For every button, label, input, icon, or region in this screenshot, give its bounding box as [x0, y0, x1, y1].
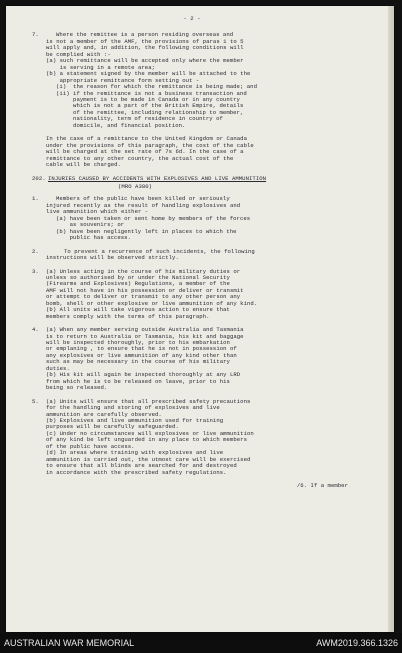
text-line: Members of the public have been killed or seriously [56, 195, 230, 203]
text-line: (b) Explosives and live ammunition used for training [46, 417, 224, 425]
text-line: (d) In areas where training with explosives and live [46, 449, 224, 457]
text-line: or attempt to deliver or transmit to any other person any [46, 293, 241, 301]
text-line: is serving in a remote area; [46, 63, 156, 71]
text-line: (Firearms and Explosives) Regulations, a member of the [46, 280, 230, 288]
paragraph-number: 1. [32, 195, 39, 203]
text-line: duties. [46, 364, 70, 372]
text-line: or emplaning , to ensure that he is not in possession of [46, 345, 237, 353]
text-line: (a) have been taken or sent home by members of the forces [56, 214, 251, 222]
text-line: members comply with the terms of this paragraph. [46, 312, 210, 320]
text-line: remittance to any other country, the actual cost of the [46, 154, 234, 162]
text-line: (c) Under no circumstances will explosives or live ammunition [46, 429, 254, 437]
text-line: appropriate remittance form setting out - [46, 76, 200, 84]
section-heading [32, 176, 352, 182]
text-line: will apply and, in addition, the following conditions will [46, 44, 244, 52]
text-line: cable will be charged. [46, 161, 121, 169]
text-line: of the public have access. [46, 442, 135, 450]
text-line: to ensure that all blinds are searched for and destroyed [46, 462, 237, 470]
catchword: /6. If a member [296, 482, 348, 490]
paragraph-3 [32, 269, 352, 321]
text-line: unless so authorised by or under the National Security [46, 273, 230, 281]
text-line: public has access. [56, 234, 131, 242]
text-line: Where the remittee is a person residing overseas and [56, 31, 234, 39]
text-line: injured recently as the result of handling explosives and [46, 201, 241, 209]
text-line: purposes will be carefully safeguarded. [46, 423, 179, 431]
text-line: is not a member of the AMF, the provisions of paras 1 to 5 [46, 37, 244, 45]
paragraph-1 [32, 196, 352, 241]
text-line: will be charged at the set rate of 7s 6d. In the case of a [46, 148, 244, 156]
text-line: (a) such remittance will be accepted only where the member [46, 57, 244, 65]
text-line: being so released. [46, 384, 108, 392]
text-line: bomb, shell or other explosive or live ammunition of any kind. [46, 299, 258, 307]
accession-number: AWM2019.366.1326 [316, 638, 398, 648]
paragraph-number: 4. [32, 326, 39, 334]
text-line: (a) Units will ensure that all prescribed safety precautions [46, 397, 251, 405]
text-line: any explosives or live ammunition of any kind other than [46, 351, 237, 359]
archive-footer [0, 633, 402, 653]
institution-name: AUSTRALIAN WAR MEMORIAL [4, 638, 135, 648]
section-reference: (MRO A380) [118, 182, 153, 190]
paragraph-number: 3. [32, 267, 39, 275]
section-number: 202. [32, 174, 46, 182]
document-text [32, 16, 352, 490]
text-line: (b) have been negligently left in places to which the [56, 227, 237, 235]
text-line: To prevent a recurrence of such incidents, the following [64, 247, 255, 255]
text-line: payment is to be made in Canada or in any country [56, 95, 240, 103]
text-line: nationality, term of residence in country of [56, 115, 223, 123]
text-line: live ammunition which either - [46, 208, 149, 216]
text-line: (i) the reason for which the remittance is being made; and [56, 83, 258, 91]
text-line: AMF will not have in his possession or deliver or transmit [46, 286, 244, 294]
text-line: (b) His kit will again be inspected thoroughly at any LRD [46, 371, 241, 379]
text-line: ammunition is carried out, the utmost care will be exercised [46, 455, 251, 463]
text-line: under the provisions of this paragraph, the cost of the cable [46, 141, 254, 149]
text-line: (b) a statement signed by the member will be attached to the [46, 70, 251, 78]
paragraph-5 [32, 399, 352, 476]
text-line: be complied with :- [46, 50, 111, 58]
text-line: (a) When any member serving outside Australia and Tasmania [46, 326, 244, 334]
text-line: will be inspected thoroughly, prior to his embarkation [46, 339, 230, 347]
text-line: such as may be necessary in the course of his military [46, 358, 230, 366]
text-line: (ii) if the remittance is not a business transaction and [56, 89, 247, 97]
text-line: (b) All units will take vigorous action to ensure that [46, 306, 230, 314]
text-line: (a) Unless acting in the course of his military duties or [46, 267, 241, 275]
text-line: of any kind be left unguarded in any place to which members [46, 436, 248, 444]
paragraph-number: 2. [32, 247, 39, 255]
text-line: for the handling and storing of explosives and live [46, 404, 220, 412]
document-page [6, 6, 394, 632]
paragraph-7 [32, 32, 352, 168]
paragraph-4 [32, 327, 352, 392]
page-edge-shadow [388, 6, 394, 632]
text-line: instructions will be observed strictly. [46, 254, 179, 262]
text-line: domicile, and financial position. [56, 121, 186, 129]
text-line: which is not a part of the British Empire, details [56, 102, 244, 110]
paragraph-number: 7. [32, 31, 39, 39]
text-line: is to return to Australia or Tasmania, his kit and baggage [46, 332, 244, 340]
page-number: - 2 - [183, 15, 201, 22]
paragraph-2 [32, 249, 352, 262]
text-line: In the case of a remittance to the United Kingdom or Canada [46, 135, 248, 143]
text-line: from which he is to be released on leave, prior to his [46, 377, 230, 385]
paragraph-number: 5. [32, 397, 39, 405]
text-line: in accordance with the prescribed safety regulations. [46, 468, 227, 476]
section-title: INJURIES CAUSED BY ACCIDENTS WITH EXPLOSIVES AND LIVE AMMUNITION [48, 174, 267, 182]
text-line: ammunition are carefully observed. [46, 410, 162, 418]
text-line: of the remittee, including relationship to member, [56, 108, 244, 116]
text-line: as souvenirs; or [56, 221, 125, 229]
